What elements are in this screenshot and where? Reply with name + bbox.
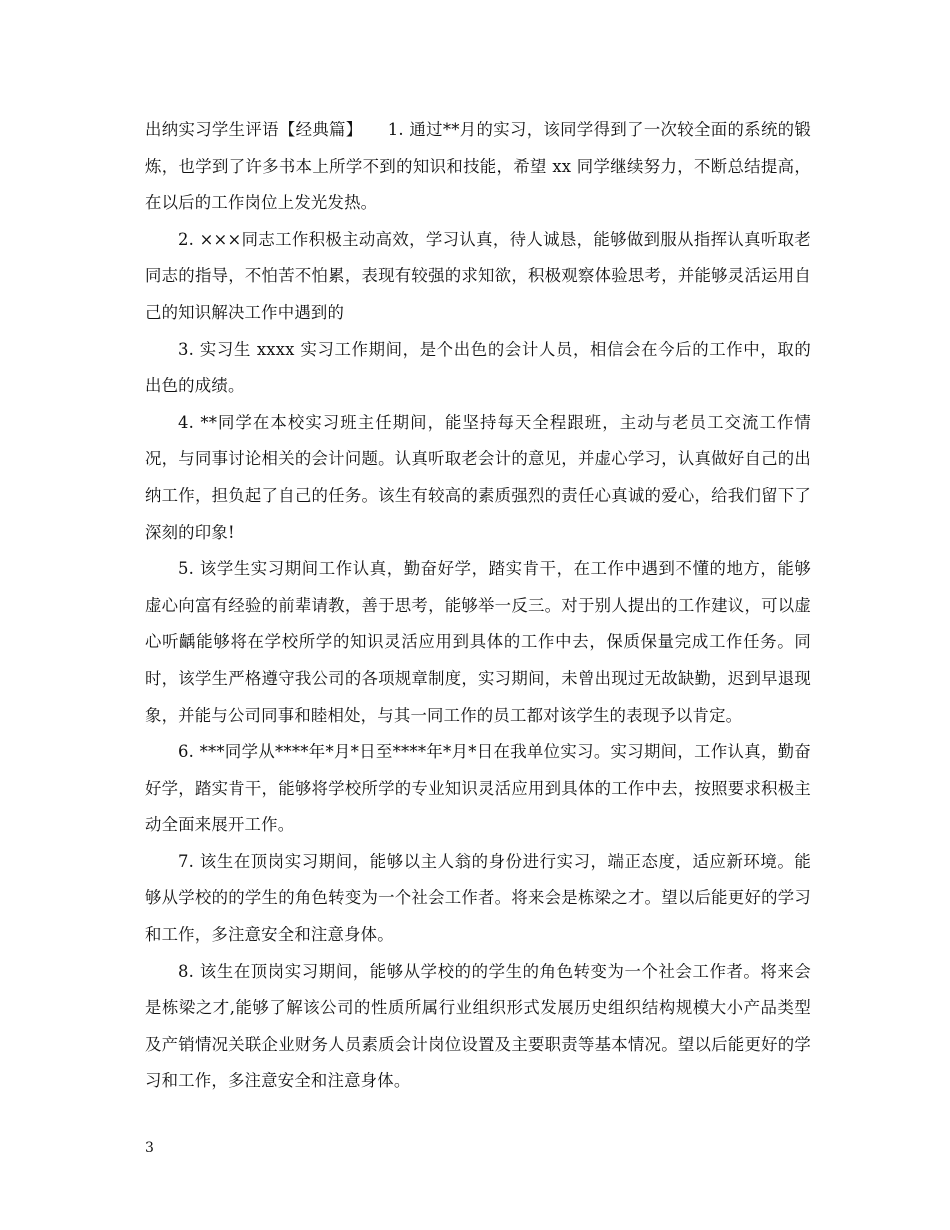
comment-paragraph-7: 7. 该生在顶岗实习期间，能够以主人翁的身份进行实习，端正态度，适应新环境。能够从学校的的学生的角色转变为一个社会工作者。将来会是栋梁之才。望以后能更好的学习和工作，多注意安全和注意身体。: [145, 851, 811, 945]
comment-paragraph-8: 8. 该生在顶岗实习期间，能够从学校的的学生的角色转变为一个社会工作者。将来会是栋梁之才,能够了解该公司的性质所属行业组织形式发展历史组织结构规模大小产品类型及产销情况关联企业财务人员素质会计岗位设置及主要职责等基本情况。望以后能更好的学习和工作，多注意安全和注意身体。: [145, 961, 811, 1091]
comment-paragraph-6: 6. ***同学从****年*月*日至****年*月*日在我单位实习。实习期间，工作认真，勤奋好学，踏实肯干，能够将学校所学的专业知识灵活应用到具体的工作中去，按照要求积极主动全面来展开工作。: [145, 742, 811, 835]
document-body: [145, 112, 811, 1100]
intro-paragraph: 出纳实习学生评语【经典篇】 1. 通过**月的实习，该同学得到了一次较全面的系统的锻炼，也学到了许多书本上所学不到的知识和技能，希望 xx 同学继续努力，不断总结提高，在以后的工作岗位上发光发热。: [145, 120, 811, 213]
comment-paragraph-4: 4. **同学在本校实习班主任期间，能坚持每天全程跟班，主动与老员工交流工作情况，与同事讨论相关的会计问题。认真听取老会计的意见，并虚心学习，认真做好自己的出纳工作，担负起了自己的任务。该生有较高的素质强烈的责任心真诚的爱心，给我们留下了深刻的印象!: [145, 412, 811, 542]
comment-paragraph-3: 3. 实习生 xxxx 实习工作期间，是个出色的会计人员，相信会在今后的工作中，取的出色的成绩。: [145, 339, 811, 396]
comment-paragraph-2: 2. ×××同志工作积极主动高效，学习认真，待人诚恳，能够做到服从指挥认真听取老同志的指导，不怕苦不怕累，表现有较强的求知欲，积极观察体验思考，并能够灵活运用自己的知识解决工作中遇到的: [145, 229, 811, 322]
comment-paragraph-5: 5. 该学生实习期间工作认真，勤奋好学，踏实肯干，在工作中遇到不懂的地方，能够虚心向富有经验的前辈请教，善于思考，能够举一反三。对于别人提出的工作建议，可以虚心听齲能够将在学校所学的知识灵活应用到具体的工作中去，保质保量完成工作任务。同时，该学生严格遵守我公司的各项规章制度，实习期间，未曾出现过无故缺勤，迟到早退现象，并能与公司同事和睦相处，与其一同工作的员工都对该学生的表现予以肯定。: [145, 559, 811, 725]
page-number: 3: [145, 1140, 154, 1156]
